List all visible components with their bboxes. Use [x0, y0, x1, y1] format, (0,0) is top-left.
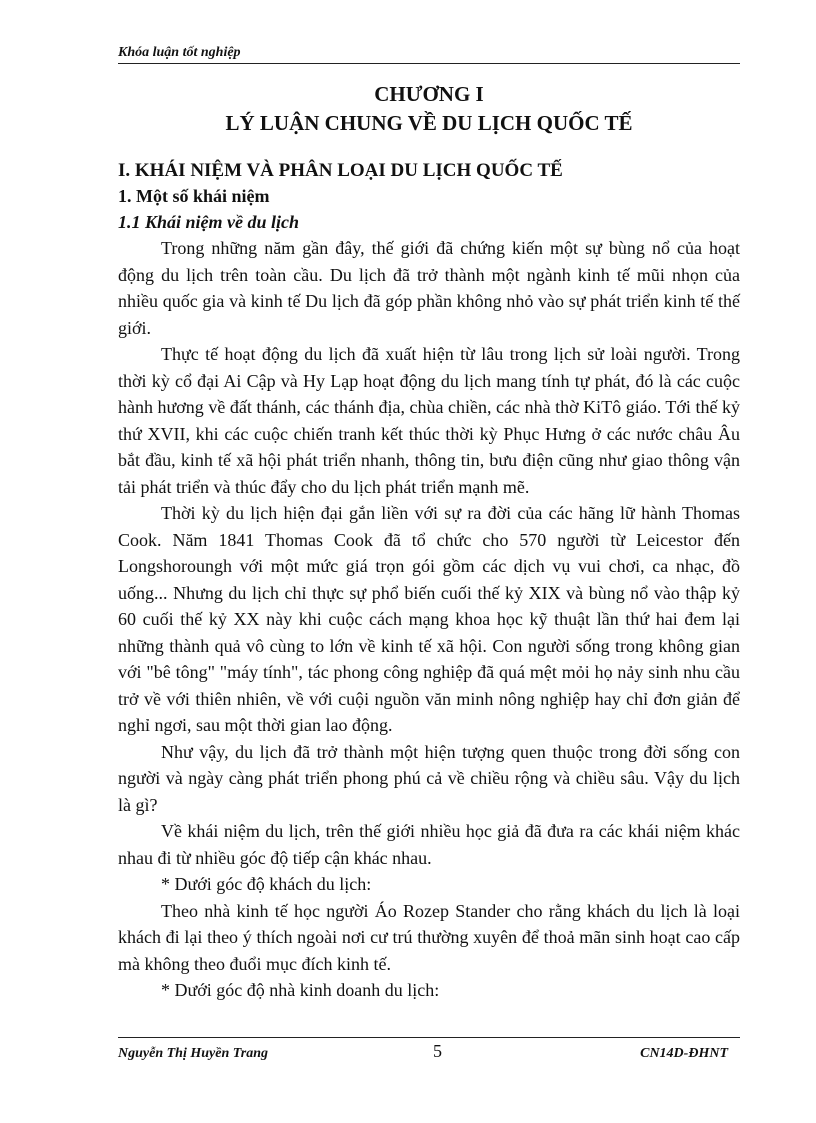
page-footer [118, 1037, 740, 1065]
running-header [118, 45, 740, 64]
paragraph: * Dưới góc độ khách du lịch: [161, 874, 372, 894]
paragraph: Về khái niệm du lịch, trên thế giới nhiều học giả đã đưa ra các khái niệm khác nhau đi từ nhiều góc độ tiếp cận khác nhau. [118, 821, 740, 868]
chapter-number: CHƯƠNG I [374, 82, 484, 106]
page-number: 5 [433, 1041, 442, 1061]
footer-author: Nguyễn Thị Huyền Trang [118, 1046, 268, 1061]
subsubsection-heading: 1.1 Khái niệm về du lịch [118, 212, 300, 232]
body-text [118, 235, 740, 1004]
paragraph: Theo nhà kinh tế học người Áo Rozep Stander cho rằng khách du lịch là loại khách đi lại theo ý thích ngoài nơi cư trú thường xuyên để thoả mãn sinh hoạt cao cấp mà không theo đuổi mục đích kinh tế. [118, 900, 740, 974]
paragraph: * Dưới góc độ nhà kinh doanh du lịch: [161, 980, 440, 1000]
paragraph: Trong những năm gần đây, thế giới đã chứng kiến một sự bùng nổ của hoạt động du lịch trên toàn cầu. Du lịch đã trở thành một ngành kinh tế mũi nhọn của nhiều quốc gia và kinh tế Du lịch đã góp phần không nhỏ vào sự phát triển kinh tế thế giới. [118, 238, 740, 338]
paragraph: Như vậy, du lịch đã trở thành một hiện tượng quen thuộc trong đời sống con người và ngày càng phát triển phong phú cả về chiều rộng và chiều sâu. Vậy du lịch là gì? [118, 741, 740, 815]
subsection-heading: 1. Một số khái niệm [118, 186, 270, 206]
chapter-title: LÝ LUẬN CHUNG VỀ DU LỊCH QUỐC TẾ [225, 111, 633, 135]
paragraph: Thực tế hoạt động du lịch đã xuất hiện từ lâu trong lịch sử loài người. Trong thời kỳ cổ đại Ai Cập và Hy Lạp hoạt động du lịch mang tính tự phát, đó là các cuộc hành hương về đất thánh, các thánh địa, chùa chiền, các nhà thờ KiTô giáo. Tới thế kỷ thứ XVII, khi các cuộc chiến tranh kết thúc thời kỳ Phục Hưng ở các nước châu Âu bắt đầu, kinh tế xã hội phát triển nhanh, thông tin, bưu điện cũng như giao thông vận tải phát triển và thúc đẩy cho du lịch phát triển mạnh mẽ. [118, 344, 740, 497]
header-title: Khóa luận tốt nghiệp [118, 45, 241, 60]
paragraph: Thời kỳ du lịch hiện đại gắn liền với sự ra đời của các hãng lữ hành Thomas Cook. Năm 1841 Thomas Cook đã tổ chức cho 570 người từ Leicestor đến Longshoroungh với một mức giá trọn gói gồm các dịch vụ vui chơi, ca nhạc, đồ uống... Nhưng du lịch chỉ thực sự phổ biến cuối thế kỷ XIX và bùng nổ vào thập kỷ 60 cuối thế kỷ XX này khi cuộc cách mạng khoa học kỹ thuật lần thứ hai đem lại những thành quả vô cùng to lớn về kinh tế xã hội. Con người sống trong không gian với "bê tông" "máy tính", tác phong công nghiệp đã quá mệt mỏi họ nảy sinh nhu cầu trở về với thiên nhiên, về với cuội nguồn văn minh nông nghiệp hay chỉ đơn giản để nghỉ ngơi, sau một thời gian lao động. [118, 503, 740, 735]
footer-class-code: CN14D-ĐHNT [640, 1046, 728, 1061]
section-heading: I. KHÁI NIỆM VÀ PHÂN LOẠI DU LỊCH QUỐC TẾ [118, 160, 563, 181]
